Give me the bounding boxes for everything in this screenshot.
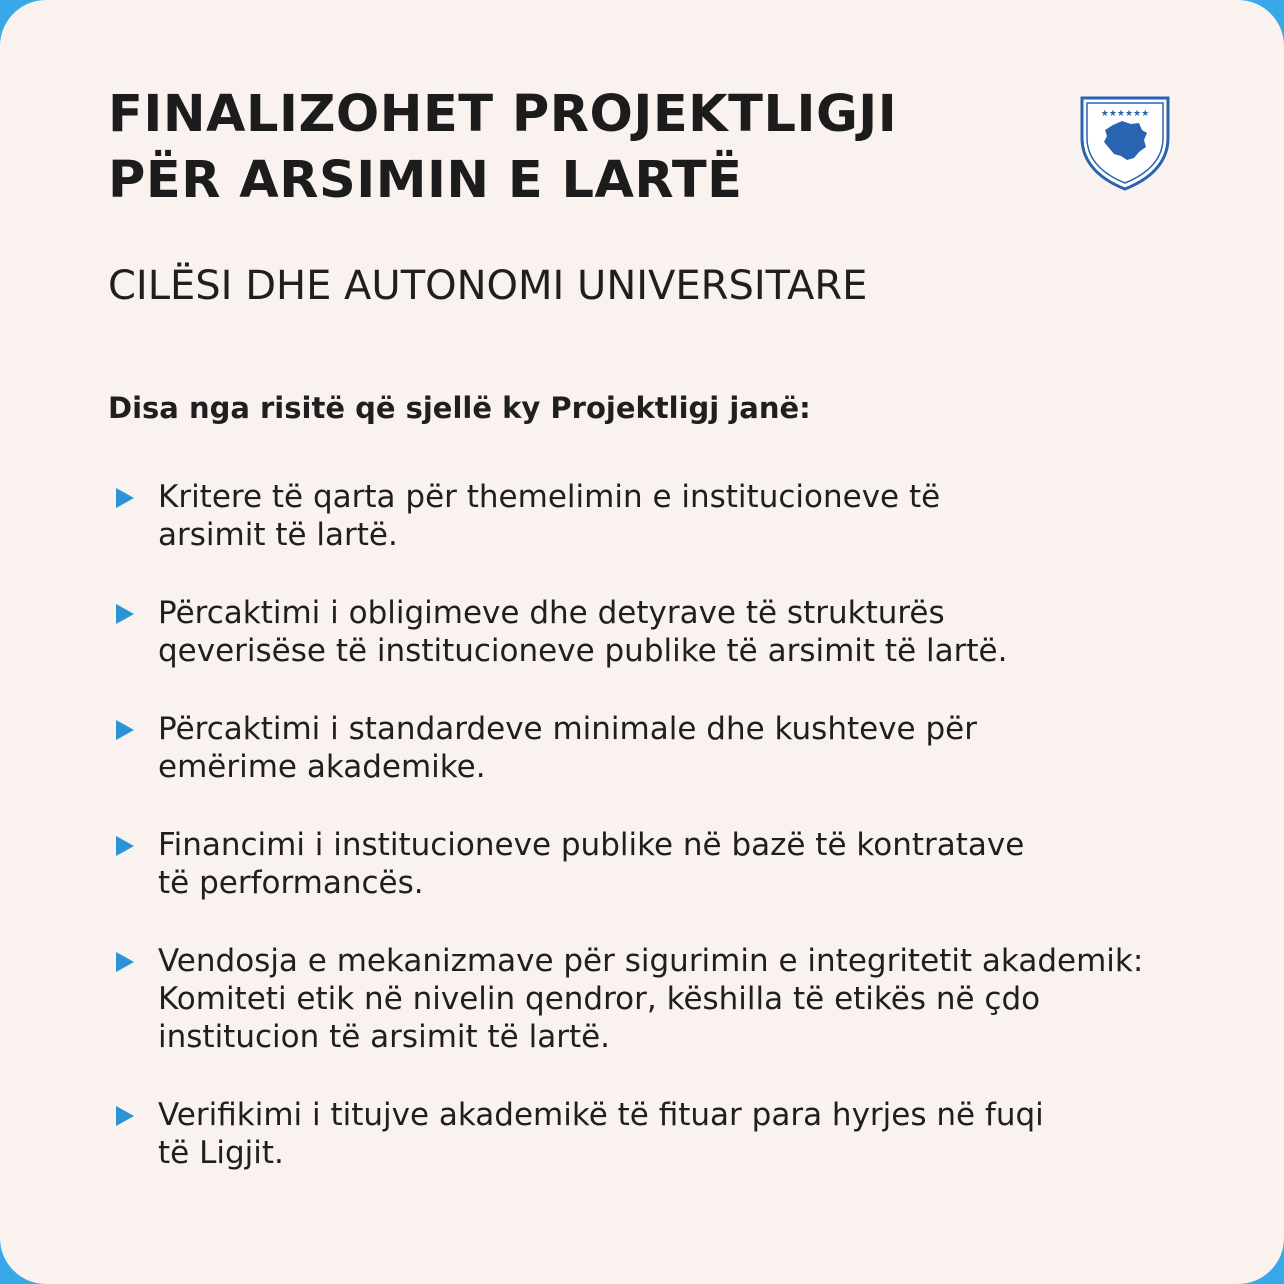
list-item-line: arsimit të lartë.: [158, 517, 398, 553]
page-title: [108, 82, 1008, 214]
intro-text: Disa nga risitë që sjellë ky Projektligj janë:: [108, 391, 811, 425]
list-item-line: Vendosja e mekanizmave për sigurimin e integritetit akademik:: [158, 943, 1144, 979]
triangle-right-icon: [116, 952, 134, 972]
list-item-line: institucion të arsimit të lartë.: [158, 1019, 611, 1055]
list-item-line: Financimi i institucioneve publike në bazë të kontratave: [158, 827, 1025, 863]
list-item-text: [158, 594, 1007, 670]
triangle-right-icon: [116, 836, 134, 856]
triangle-right-icon: [116, 1106, 134, 1126]
list-item-text: [158, 710, 977, 786]
list-item-line: të Ligjit.: [158, 1135, 284, 1171]
list-item-line: të performancës.: [158, 865, 424, 901]
list-item-line: Përcaktimi i obligimeve dhe detyrave të strukturës: [158, 595, 945, 631]
triangle-right-icon: [116, 604, 134, 624]
list-item-text: [158, 1096, 1044, 1172]
list-item-text: [158, 478, 940, 554]
title-line-1: FINALIZOHET PROJEKTLIGJI: [108, 85, 898, 144]
title-line-2: PËR ARSIMIN E LARTË: [108, 151, 743, 210]
triangle-right-icon: [116, 720, 134, 740]
list-item-text: [158, 942, 1143, 1056]
list-item-line: Kritere të qarta për themelimin e institucioneve të: [158, 479, 941, 515]
list-item-line: Komiteti etik në nivelin qendror, këshilla të etikës në çdo: [158, 981, 1041, 1017]
list-item-line: Verifikimi i titujve akademikë të fituar para hyrjes në fuqi: [158, 1097, 1044, 1133]
triangle-right-icon: [116, 488, 134, 508]
kosovo-coat-of-arms-icon: [1076, 92, 1174, 192]
list-item-line: qeverisëse të institucioneve publike të arsimit të lartë.: [158, 633, 1008, 669]
subtitle: CILËSI DHE AUTONOMI UNIVERSITARE: [108, 263, 868, 309]
list-item-line: Përcaktimi i standardeve minimale dhe kushteve për: [158, 711, 977, 747]
svg-text:★★★★★★: ★★★★★★: [1100, 109, 1150, 119]
list-item-text: [158, 826, 1024, 902]
list-item-line: emërime akademike.: [158, 749, 486, 785]
